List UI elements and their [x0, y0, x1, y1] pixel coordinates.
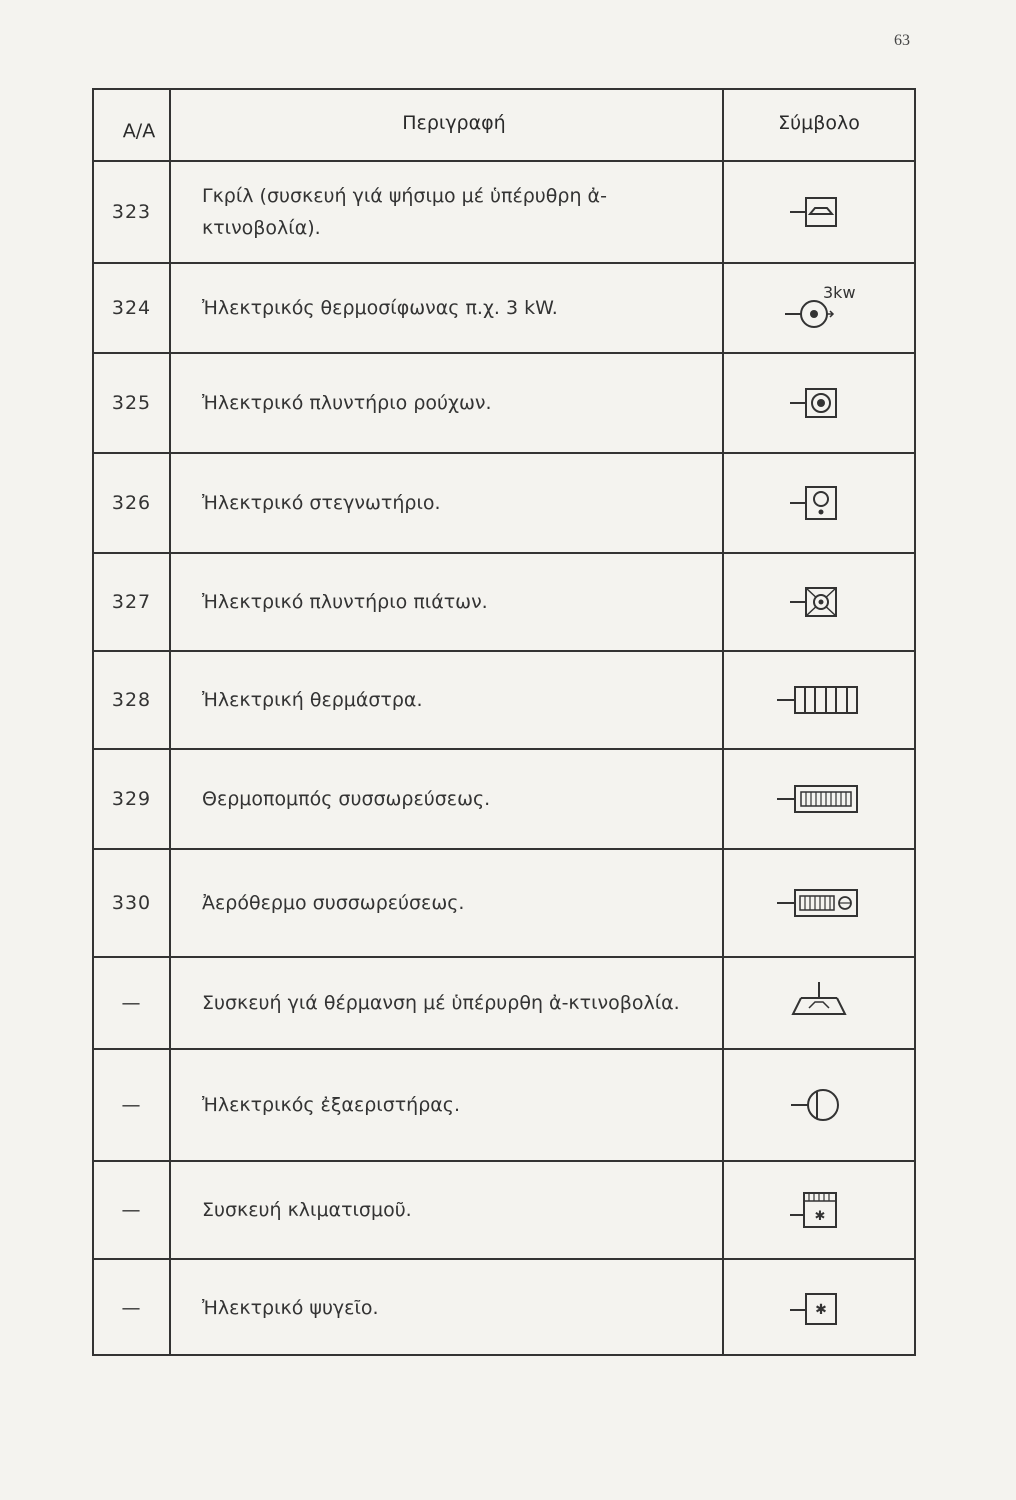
svg-text:✱: ✱ — [815, 1302, 827, 1318]
dishwasher-symbol-icon — [784, 582, 854, 622]
row-description: Ἀερόθερμο συσσωρεύσεως. — [202, 892, 465, 914]
fan-symbol-icon — [779, 1080, 859, 1130]
storage-convector-symbol-icon — [769, 779, 869, 819]
row-symbol — [724, 264, 914, 352]
table-row — [94, 552, 914, 650]
refrigerator-symbol-icon — [784, 1286, 854, 1330]
table-row — [94, 956, 914, 1048]
table-row — [94, 160, 914, 262]
row-symbol — [724, 750, 914, 848]
row-description: Ἠλεκτρικός ἐξαεριστήρας. — [202, 1094, 461, 1116]
dryer-symbol-icon — [784, 481, 854, 525]
table-row — [94, 1258, 914, 1356]
table-row — [94, 452, 914, 552]
row-description: Ἠλεκτρική θερμάστρα. — [202, 689, 423, 711]
row-symbol — [724, 652, 914, 748]
table-row — [94, 262, 914, 352]
row-index: 330 — [111, 892, 152, 914]
header-index: Α/Α — [122, 120, 156, 142]
row-index: 323 — [111, 201, 152, 223]
row-index: — — [121, 1297, 142, 1319]
row-description: Ἠλεκτρικό ψυγεῖο. — [202, 1297, 379, 1319]
row-index: — — [121, 992, 142, 1014]
table-header — [94, 90, 914, 160]
table-row — [94, 352, 914, 452]
page-number: 63 — [894, 32, 910, 49]
row-symbol — [724, 454, 914, 552]
row-symbol — [724, 162, 914, 262]
row-description: Ἠλεκτρικό πλυντήριο ρούχων. — [202, 392, 492, 414]
row-symbol — [724, 1050, 914, 1160]
symbols-table — [92, 88, 916, 1356]
row-index: — — [121, 1199, 142, 1221]
row-symbol — [724, 850, 914, 956]
row-symbol — [724, 554, 914, 650]
air-conditioner-symbol-icon — [784, 1187, 854, 1233]
infrared-heater-symbol-icon — [779, 978, 859, 1028]
washing-machine-symbol-icon — [784, 383, 854, 423]
row-index: 326 — [111, 492, 152, 514]
row-index: — — [121, 1094, 142, 1116]
table-row — [94, 650, 914, 748]
row-description: Συσκευή κλιματισμοῦ. — [202, 1199, 412, 1221]
row-index: 325 — [111, 392, 152, 414]
grill-symbol-icon — [784, 192, 854, 232]
row-description: Συσκευή γιά θέρμανση μέ ὑπέρυρθη ἀ-κτινοβολία. — [202, 992, 680, 1014]
table-row — [94, 1160, 914, 1258]
svg-text:✱: ✱ — [814, 1209, 826, 1224]
row-description: Θερμοπομπός συσσωρεύσεως. — [202, 788, 491, 810]
row-symbol — [724, 958, 914, 1048]
row-index: 328 — [111, 689, 152, 711]
row-description: Ἠλεκτρικός θερμοσίφωνας π.χ. 3 kW. — [202, 297, 558, 319]
header-symbol: Σύμβολο — [778, 112, 860, 134]
row-symbol — [724, 1260, 914, 1356]
row-symbol — [724, 1162, 914, 1258]
table-row — [94, 1048, 914, 1160]
storage-fan-heater-symbol-icon — [769, 883, 869, 923]
water-heater-symbol-icon — [769, 278, 869, 338]
row-index: 327 — [111, 591, 152, 613]
row-index: 329 — [111, 788, 152, 810]
row-description: Γκρίλ (συσκευή γιά ψήσιμο μέ ὑπέρυθρη ἀ-κτινοβολία). — [202, 185, 607, 239]
table-row — [94, 748, 914, 848]
row-symbol — [724, 354, 914, 452]
row-index: 324 — [111, 297, 152, 319]
table-row — [94, 848, 914, 956]
water-heater-power-label: 3kw — [823, 283, 856, 302]
row-description: Ἠλεκτρικό πλυντήριο πιάτων. — [202, 591, 488, 613]
header-description: Περιγραφή — [402, 112, 506, 134]
heater-symbol-icon — [769, 680, 869, 720]
row-description: Ἠλεκτρικό στεγνωτήριο. — [202, 492, 441, 514]
